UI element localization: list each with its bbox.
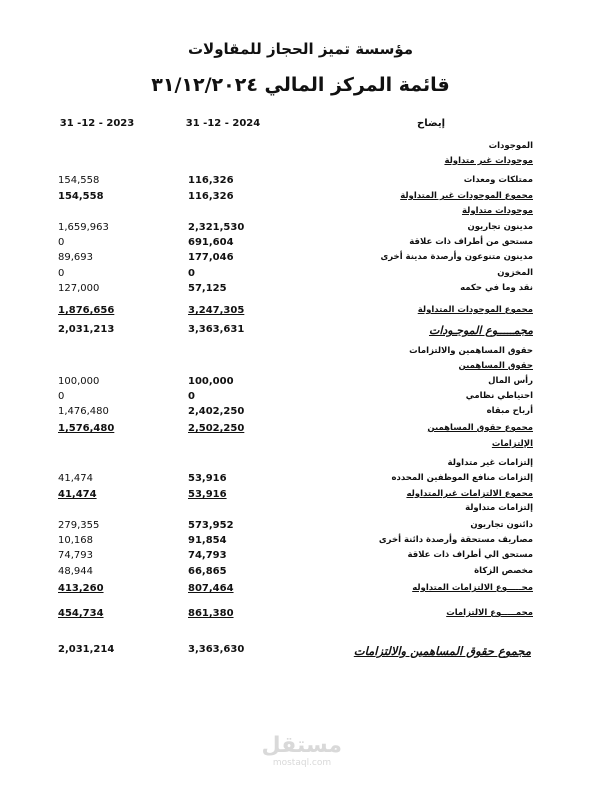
value-2023: 0 <box>58 268 65 279</box>
table-row <box>0 439 601 453</box>
value-2023: 100,000 <box>58 376 100 387</box>
table-row <box>0 520 601 534</box>
table-row <box>0 237 601 251</box>
row-label: إلتزامات متداولة <box>465 503 533 513</box>
value-2023: 48,944 <box>58 566 93 577</box>
row-label: مجموع حقوق المساهمين <box>427 423 533 433</box>
value-2024: 3,363,630 <box>188 644 245 655</box>
row-label: مجموع الموجودات غير المتداولة <box>400 191 533 201</box>
row-label: مدينون متنوعون وأرصدة مدينة أخرى <box>380 252 533 262</box>
table-row <box>0 361 601 375</box>
table-row <box>0 644 601 658</box>
value-2024: 807,464 <box>188 583 234 594</box>
watermark-logo-text: مستقل <box>261 733 342 758</box>
table-row <box>0 535 601 549</box>
statement-title: قائمة المركز المالي ٣١/١٢/٢٠٢٤ <box>151 74 450 96</box>
table-row <box>0 406 601 420</box>
table-row <box>0 141 601 155</box>
table-row <box>0 206 601 220</box>
watermark <box>262 734 342 768</box>
value-2024: 116,326 <box>188 175 234 186</box>
row-label: إلتزامات غير متداولة <box>447 458 533 468</box>
value-2023: 1,476,480 <box>58 406 109 417</box>
row-label: احتياطي نظامي <box>465 391 533 401</box>
table-row <box>0 550 601 564</box>
row-label: مدينون تجاريون <box>467 222 533 232</box>
value-2023: 2,031,213 <box>58 324 115 335</box>
value-2024: 66,865 <box>188 566 227 577</box>
table-row <box>0 305 601 319</box>
row-label: الموجودات <box>488 141 533 151</box>
value-2024: 116,326 <box>188 191 234 202</box>
table-row <box>0 252 601 266</box>
value-2024: 861,380 <box>188 608 234 619</box>
company-name: مؤسسة تميز الحجاز للمقاولات <box>187 40 414 58</box>
value-2024: 0 <box>188 391 195 402</box>
column-header-2024: 31 -12 - 2024 <box>185 118 261 129</box>
row-label: مجموع الموجودات المتداولة <box>417 305 533 315</box>
value-2024: 100,000 <box>188 376 234 387</box>
table-row <box>0 283 601 297</box>
value-2024: 0 <box>188 268 195 279</box>
row-label: نقد وما في حكمه <box>460 283 533 293</box>
value-2023: 1,876,656 <box>58 305 115 316</box>
value-2023: 2,031,214 <box>58 644 115 655</box>
value-2024: 74,793 <box>188 550 227 561</box>
value-2023: 1,576,480 <box>58 423 115 434</box>
row-label: موجودات متداولة <box>461 206 533 216</box>
row-label: مستحق من أطراف ذات علاقة <box>409 237 533 247</box>
value-2024: 57,125 <box>188 283 227 294</box>
value-2023: 154,558 <box>58 175 100 186</box>
table-row <box>0 473 601 487</box>
value-2023: 41,474 <box>58 473 93 484</box>
value-2024: 573,952 <box>188 520 234 531</box>
value-2023: 41,474 <box>58 489 97 500</box>
value-2023: 1,659,963 <box>58 222 109 233</box>
table-row <box>0 346 601 360</box>
value-2024: 3,363,631 <box>188 324 245 335</box>
row-label: دائنون تجاريون <box>470 520 533 530</box>
column-header-note: إيضاح <box>417 118 445 129</box>
table-row <box>0 503 601 517</box>
value-2024: 2,321,530 <box>188 222 245 233</box>
row-label: مجموع حقوق المساهمين والالتزامات <box>353 644 531 658</box>
table-row <box>0 222 601 236</box>
watermark-url: mostaql.com <box>272 758 332 768</box>
value-2023: 0 <box>58 391 65 402</box>
table-row <box>0 191 601 205</box>
row-label: موجودات غير متداولة <box>444 156 533 166</box>
row-label: ممتلكات ومعدات <box>463 175 533 185</box>
row-label: حقوق المساهمين والالتزامات <box>409 346 533 356</box>
table-row <box>0 391 601 405</box>
value-2023: 0 <box>58 237 65 248</box>
table-row <box>0 423 601 437</box>
table-row <box>0 608 601 622</box>
table-row <box>0 489 601 503</box>
row-label: مجمـــــوع الالتزامات <box>446 608 533 618</box>
value-2023: 74,793 <box>58 550 93 561</box>
value-2024: 2,502,250 <box>188 423 245 434</box>
value-2024: 2,402,250 <box>188 406 245 417</box>
row-label: مصاريف مستحقة وأرصدة دائنة أخرى <box>378 535 533 545</box>
row-label: مخصص الزكاة <box>474 566 533 576</box>
table-row <box>0 156 601 170</box>
table-row <box>0 566 601 580</box>
value-2024: 177,046 <box>188 252 234 263</box>
table-row <box>0 376 601 390</box>
value-2023: 127,000 <box>58 283 100 294</box>
table-row <box>0 175 601 189</box>
row-label: الإلتزامات <box>491 439 533 449</box>
value-2024: 691,604 <box>188 237 234 248</box>
row-label: المخزون <box>497 268 533 278</box>
column-header-2023: 31 -12 - 2023 <box>59 118 135 129</box>
row-label: مجموع الالتزامات غيرالمتداوله <box>406 489 533 499</box>
row-label: رأس المال <box>488 376 533 386</box>
table-row <box>0 458 601 472</box>
row-label: إلتزامات منافع الموظفين المحدده <box>391 473 533 483</box>
value-2024: 53,916 <box>188 489 227 500</box>
row-label: مجمـــــوع الموجـودات <box>428 324 533 337</box>
row-label: أرباح مبقاه <box>486 406 533 416</box>
value-2023: 279,355 <box>58 520 100 531</box>
table-row <box>0 324 601 338</box>
table-row <box>0 268 601 282</box>
value-2023: 454,734 <box>58 608 104 619</box>
table-row <box>0 583 601 597</box>
value-2023: 89,693 <box>58 252 93 263</box>
value-2024: 53,916 <box>188 473 227 484</box>
row-label: حقوق المساهمين <box>458 361 533 371</box>
value-2024: 91,854 <box>188 535 227 546</box>
row-label: مجـــــوع الالتزامات المتداوله <box>412 583 533 593</box>
value-2023: 154,558 <box>58 191 104 202</box>
value-2024: 3,247,305 <box>188 305 245 316</box>
row-label: مستحق الي أطراف ذات علاقة <box>407 550 533 560</box>
value-2023: 10,168 <box>58 535 93 546</box>
value-2023: 413,260 <box>58 583 104 594</box>
